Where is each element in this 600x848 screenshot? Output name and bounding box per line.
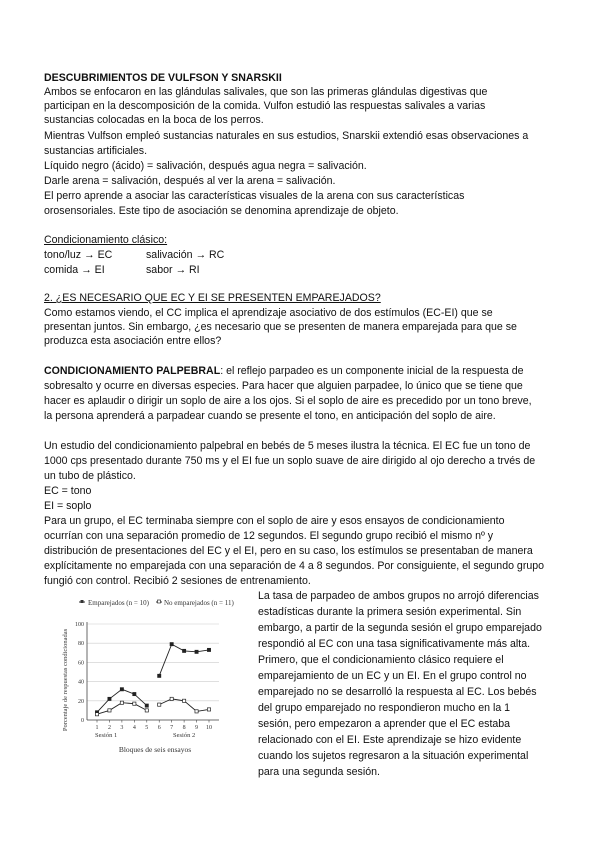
palpebral-term: CONDICIONAMIENTO PALPEBRAL: [44, 365, 221, 377]
paragraph-line: fungió con control. Recibió 2 sesiones de entrenamiento.: [44, 575, 311, 587]
data-point-unpaired: [158, 703, 161, 706]
paragraph-line: explícitamente no emparejada con una separación de 4 a 8 segundos. Por consiguiente, el segundo grupo: [44, 560, 545, 572]
y-tick-label: 100: [75, 622, 84, 628]
x-tick-label: 8: [182, 725, 186, 731]
data-point-unpaired: [207, 708, 210, 711]
classical-heading: Condicionamiento clásico:: [44, 234, 168, 246]
data-point-unpaired: [120, 701, 123, 704]
paragraph-line: orosensoriales. Este tipo de asociación se denomina aprendizaje de objeto.: [44, 205, 399, 217]
paragraph-line: relacionado con el EI. Este aprendizaje se hizo evidente: [258, 734, 522, 746]
classical-row-left: tono/luz → EC: [44, 249, 113, 261]
x-tick-label: 2: [107, 725, 111, 731]
x-tick-label: 4: [132, 725, 136, 731]
x-tick-label: 1: [95, 725, 99, 731]
legend-label-paired: Emparejados (n = 10): [88, 599, 149, 607]
paragraph-line: EI = soplo: [44, 500, 92, 512]
chart-y-axis-label: Porcentaje de respuestas condicionadas: [62, 628, 69, 732]
y-tick-label: 40: [78, 679, 84, 686]
paragraph-line: Mientras Vulfson empleó sustancias naturales en sus estudios, Snarskii extendió esas observaciones a: [44, 130, 529, 142]
legend-marker-unpaired: [158, 600, 161, 603]
paragraph-line: EC = tono: [44, 485, 92, 497]
data-point-paired: [145, 704, 148, 707]
data-point-paired: [170, 643, 173, 646]
section2-heading: 2. ¿ES NECESARIO QUE EC Y EI SE PRESENTEN EMPAREJADOS?: [44, 292, 381, 304]
session-label: Sesión 1: [95, 732, 118, 739]
paragraph-line: sustancias artificiales.: [44, 145, 148, 157]
section1-title: DESCUBRIMIENTOS DE VULFSON Y SNARSKII: [44, 72, 282, 84]
paragraph-line: distribución de presentaciones del EC y el EI, pero en su caso, los estímulos se presentaban de manera: [44, 545, 533, 557]
session-label: Sesión 2: [173, 732, 196, 739]
data-point-unpaired: [108, 709, 111, 712]
data-point-paired: [207, 648, 210, 651]
data-point-unpaired: [133, 702, 136, 705]
data-point-paired: [108, 697, 111, 700]
data-point-unpaired: [95, 713, 98, 716]
paragraph-line: embargo, a partir de la segunda sesión el grupo emparejado: [258, 622, 542, 634]
data-point-paired: [195, 650, 198, 653]
data-point-unpaired: [170, 697, 173, 700]
paragraph-line: Un estudio del condicionamiento palpebral en bebés de 5 meses ilustra la técnica. El EC fue un tono de: [44, 440, 531, 452]
palpebral-first-rest: : el reflejo parpadeo es un componente inicial de la respuesta de: [220, 365, 524, 377]
paragraph-line: para una segunda sesión.: [258, 766, 380, 778]
paragraph-line: Darle arena = salivación, después al ver la arena = salivación.: [44, 175, 336, 187]
paragraph-line: estadísticas durante la primera sesión experimental. Sin: [258, 606, 522, 618]
paragraph-line: emparejamiento de un EC y un EI. En el grupo control no: [258, 670, 527, 682]
y-tick-label: 0: [81, 718, 84, 724]
legend-marker-paired: [81, 600, 84, 603]
data-point-unpaired: [183, 699, 186, 702]
data-point-unpaired: [195, 710, 198, 713]
legend-label-unpaired: No emparejados (n = 11): [164, 599, 234, 607]
paragraph-line: participan en la descomposición de la comida. Vulfon estudió las respuestas salivales a varias: [44, 100, 486, 112]
data-point-paired: [183, 649, 186, 652]
classical-row-right: salivación → RC: [146, 249, 225, 261]
paragraph-line: El perro aprende a asociar las características visuales de la arena con sus características: [44, 190, 465, 202]
paragraph-line: Para un grupo, el EC terminaba siempre con el soplo de aire y esos ensayos de condicionamiento: [44, 515, 505, 527]
paragraph-line: Primero, que el condicionamiento clásico requiere el: [258, 654, 504, 666]
paragraph-line: Ambos se enfocaron en las glándulas salivales, que son las primeras glándulas digestivas que: [44, 86, 488, 98]
x-tick-label: 9: [195, 725, 199, 731]
data-point-paired: [120, 688, 123, 691]
classical-row: [44, 264, 200, 277]
chart-plot-area: [75, 622, 219, 739]
paragraph-line: del grupo emparejado no respondieron mucho en la 1: [258, 702, 511, 714]
y-tick-label: 60: [78, 660, 84, 667]
chart-legend: [79, 599, 234, 607]
paragraph-line: sustancias colocadas en la boca de los perros.: [44, 114, 264, 126]
data-point-paired: [133, 692, 136, 695]
paragraph-line: sesión, pero empezaron a aprender que el EC estaba: [258, 718, 511, 730]
paragraph-line: Como estamos viendo, el CC implica el aprendizaje asociativo de dos estímulos (EC-EI) que se: [44, 307, 493, 319]
x-tick-label: 3: [120, 725, 124, 731]
paragraph-line: la persona aprenderá a parpadear cuando se presente el tono, en anticipación del soplo de aire.: [44, 410, 496, 422]
x-tick-label: 5: [145, 725, 149, 731]
data-point-unpaired: [145, 709, 148, 712]
x-tick-label: 6: [157, 725, 161, 731]
paragraph-line: 1000 cps presentado durante 750 ms y el EI fue un soplo suave de aire dirigido al ojo derecho a trvés de: [44, 455, 536, 467]
y-tick-label: 20: [78, 698, 84, 705]
palpebral-first-line: [44, 365, 524, 378]
paragraph-line: respondió al EC con una tasa significativamente más alta.: [258, 638, 531, 650]
y-tick-label: 80: [78, 641, 84, 648]
paragraph-line: cuando los sujetos regresaron a la situación experimental: [258, 750, 529, 762]
x-tick-label: 7: [170, 725, 174, 731]
paragraph-line: sobresalto y ocurre en diversas especies. Para hacer que alguien parpadee, lo único que se tiene que: [44, 380, 523, 392]
x-tick-label: 10: [206, 725, 212, 731]
paragraph-line: Líquido negro (ácido) = salivación, después agua negra = salivación.: [44, 160, 367, 172]
blink-rate-chart: [59, 592, 259, 758]
paragraph-line: emparejado no se desarrolló la respuesta al EC. Los bebés: [258, 686, 537, 698]
chart-x-axis-label: Bloques de seis ensayos: [118, 745, 192, 754]
paragraph-line: un tubo de plástico.: [44, 470, 136, 482]
data-point-paired: [158, 674, 161, 677]
paragraph-line: produzca esta asociación entre ellos?: [44, 335, 222, 347]
classical-row-left: comida → EI: [44, 264, 105, 276]
classical-row-right: sabor → RI: [146, 264, 200, 276]
paragraph-line: presentan juntos. Sin embargo, ¿es necesario que se presenten de manera emparejada para que se: [44, 321, 517, 333]
paragraph-line: ocurrían con una separación promedio de 12 segundos. El segundo grupo recibió el mismo nº y: [44, 530, 494, 542]
paragraph-line: hacer es aplaudir o dirigir un soplo de aire a los ojos. Si el soplo de aire es precedido por un tono breve,: [44, 395, 532, 407]
paragraph-line: La tasa de parpadeo de ambos grupos no arrojó diferencias: [258, 590, 539, 602]
classical-row: [44, 249, 225, 262]
